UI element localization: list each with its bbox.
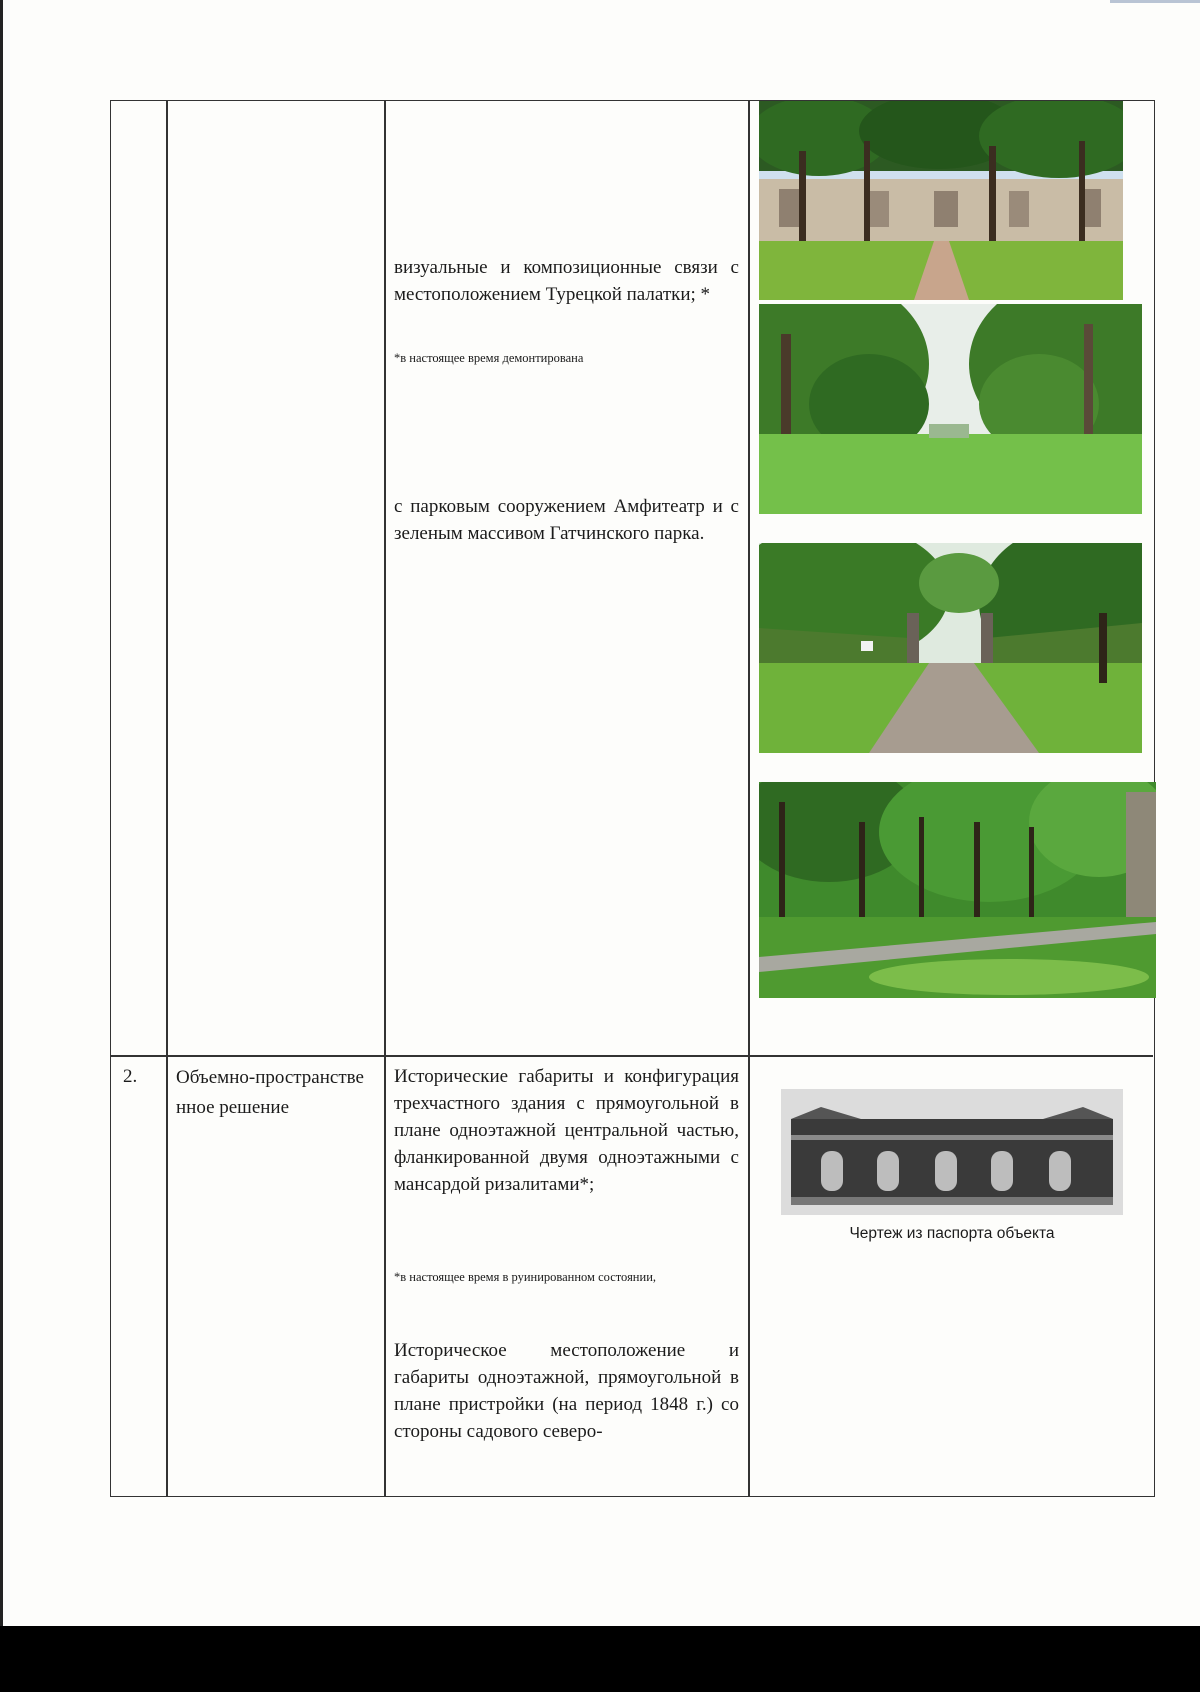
- configuration-note: *в настоящее время в руинированном состоянии,: [394, 1270, 657, 1284]
- photo-park-alley: [759, 304, 1142, 514]
- item-number: 2.: [123, 1066, 138, 1087]
- col-divider-1: [166, 101, 168, 1496]
- monument-features-table: [110, 100, 1155, 1497]
- photo-amphitheatre-gate: [759, 543, 1142, 753]
- ruined-wall-image: [759, 101, 1123, 300]
- scan-edge-top: [1110, 0, 1200, 3]
- scan-edge-left: [0, 0, 3, 1692]
- visual-links-text: визуальные и композиционные связи с местоположением Турецкой палатки; *: [394, 257, 739, 305]
- photo-park-lawn: [759, 782, 1156, 998]
- drawing-caption: Чертеж из паспорта объекта: [849, 1225, 1055, 1242]
- visual-links-note: *в настоящее время демонтирована: [394, 351, 584, 365]
- facade-drawing: [781, 1089, 1123, 1215]
- item-name: Объемно-пространственное решение: [176, 1067, 364, 1118]
- configuration-text: Исторические габариты и конфигурация трехчастного здания с прямоугольной в плане одноэтажной центральной частью, фланкированной двумя одноэтажными с мансардой ризалитами*;: [394, 1066, 739, 1195]
- photo-ruined-wall: [759, 101, 1123, 300]
- annex-text: Историческое местоположение и габариты одноэтажной, прямоугольной в плане пристройки (на период 1848 г.) со стороны садового северо-: [394, 1340, 739, 1442]
- col-divider-2: [384, 101, 386, 1496]
- scan-bottom-band: [0, 1626, 1200, 1692]
- facade-drawing-image: [781, 1089, 1123, 1215]
- park-links-text: с парковым сооружением Амфитеатр и с зеленым массивом Гатчинского парка.: [394, 496, 739, 544]
- amphitheatre-gate-image: [759, 543, 1142, 753]
- row-divider: [111, 1055, 1153, 1057]
- col-divider-3: [748, 101, 750, 1496]
- park-alley-image: [759, 304, 1142, 514]
- park-lawn-image: [759, 782, 1156, 998]
